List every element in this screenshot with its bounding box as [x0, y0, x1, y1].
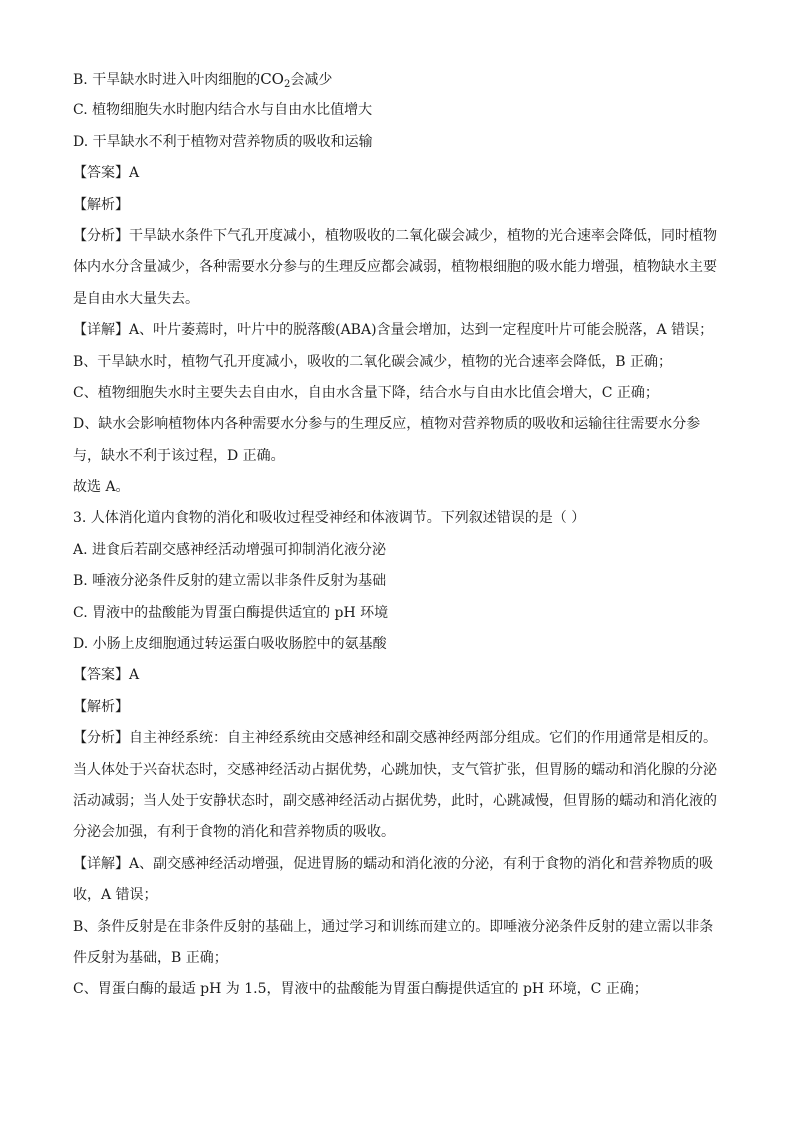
- q3-analysis-line: 分泌会加强，有利于食物的消化和营养物质的吸收。: [73, 824, 395, 841]
- co2-chem: CO: [260, 70, 284, 88]
- q2-detail-line: D、缺水会影响植物体内各种需要水分参与的生理反应，植物对营养物质的吸收和运输往往需要水分参: [73, 416, 701, 433]
- q2-detail-paragraph: [73, 315, 721, 503]
- q3-analysis-line: 当人体处于兴奋状态时，交感神经活动占据优势，心跳加快，支气管扩张，但胃肠的蠕动和消化腺的分泌: [73, 761, 717, 778]
- q2-analysis-heading: 【解析】: [73, 196, 129, 213]
- q3-detail-line: B、条件反射是在非条件反射的基础上，通过学习和训练而建立的。即唾液分泌条件反射的建立需以非条: [73, 918, 714, 935]
- q3-analysis-line: 【分析】自主神经系统：自主神经系统由交感神经和副交感神经两部分组成。它们的作用通常是相反的。: [73, 730, 717, 747]
- q3-option-d: D. 小肠上皮细胞通过转运蛋白吸收肠腔中的氨基酸: [73, 636, 387, 653]
- q3-option-a: A. 进食后若副交感神经活动增强可抑制消化液分泌: [73, 541, 387, 558]
- q2-option-c: C. 植物细胞失水时胞内结合水与自由水比值增大: [73, 102, 373, 119]
- q2-analysis-line: 【分析】干旱缺水条件下气孔开度减小，植物吸收的二氧化碳会减少，植物的光合速率会降低，同时植物: [73, 227, 717, 244]
- q3-detail-paragraph: [73, 849, 721, 1006]
- q3-detail-line: 件反射为基础，B 正确；: [73, 949, 228, 966]
- q2-answer: 【答案】A: [73, 165, 140, 182]
- q2-detail-line: 与，缺水不利于该过程，D 正确。: [73, 447, 285, 464]
- q3-stem: 3. 人体消化道内食物的消化和吸收过程受神经和体液调节。下列叙述错误的是（ ）: [73, 510, 586, 527]
- page-content: [73, 64, 721, 1006]
- q2-analysis-line: 是自由水大量失去。: [73, 290, 199, 307]
- q2-analysis-line: 体内水分含量减少，各种需要水分参与的生理反应都会减弱，植物根细胞的吸水能力增强，植物缺水主要: [73, 259, 717, 276]
- q3-detail-line: 收，A 错误；: [73, 887, 158, 904]
- q3-option-c: C. 胃液中的盐酸能为胃蛋白酶提供适宜的 pH 环境: [73, 604, 389, 621]
- q3-detail-line: C、胃蛋白酶的最适 pH 为 1.5，胃液中的盐酸能为胃蛋白酶提供适宜的 pH 环境，C 正确；: [73, 981, 648, 998]
- q2-detail-line: B、干旱缺水时，植物气孔开度减小，吸收的二氧化碳会减少，植物的光合速率会降低，B 正确；: [73, 353, 673, 370]
- q2-conclusion: 故选 A。: [73, 479, 130, 496]
- q2-option-b-text: B. 干旱缺水时进入叶肉细胞的: [73, 72, 261, 88]
- q3-analysis-paragraph: [73, 723, 721, 849]
- q3-option-b: B. 唾液分泌条件反射的建立需以非条件反射为基础: [73, 573, 387, 590]
- q3-detail-line: 【详解】A、副交感神经活动增强，促进胃肠的蠕动和消化液的分泌，有利于食物的消化和营养物质的吸: [73, 855, 714, 872]
- co2-formula: [260, 70, 290, 88]
- q2-option-b-tail: 会减少: [290, 72, 333, 88]
- q2-option-b: [73, 64, 721, 95]
- q2-detail-line: C、植物细胞失水时主要失去自由水，自由水含量下降，结合水与自由水比值会增大，C 正确；: [73, 384, 659, 401]
- q3-answer: 【答案】A: [73, 667, 140, 684]
- q2-option-d: D. 干旱缺水不利于植物对营养物质的吸收和运输: [73, 133, 373, 150]
- q3-analysis-heading: 【解析】: [73, 698, 129, 715]
- co2-subscript: 2: [283, 79, 291, 90]
- q2-detail-line: 【详解】A、叶片萎蔫时，叶片中的脱落酸(ABA)含量会增加，达到一定程度叶片可能会脱落，A 错误；: [73, 322, 714, 339]
- q2-analysis-paragraph: [73, 221, 721, 315]
- q3-analysis-line: 活动减弱；当人处于安静状态时，副交感神经活动占据优势，此时，心跳减慢，但胃肠的蠕动和消化液的: [73, 792, 717, 809]
